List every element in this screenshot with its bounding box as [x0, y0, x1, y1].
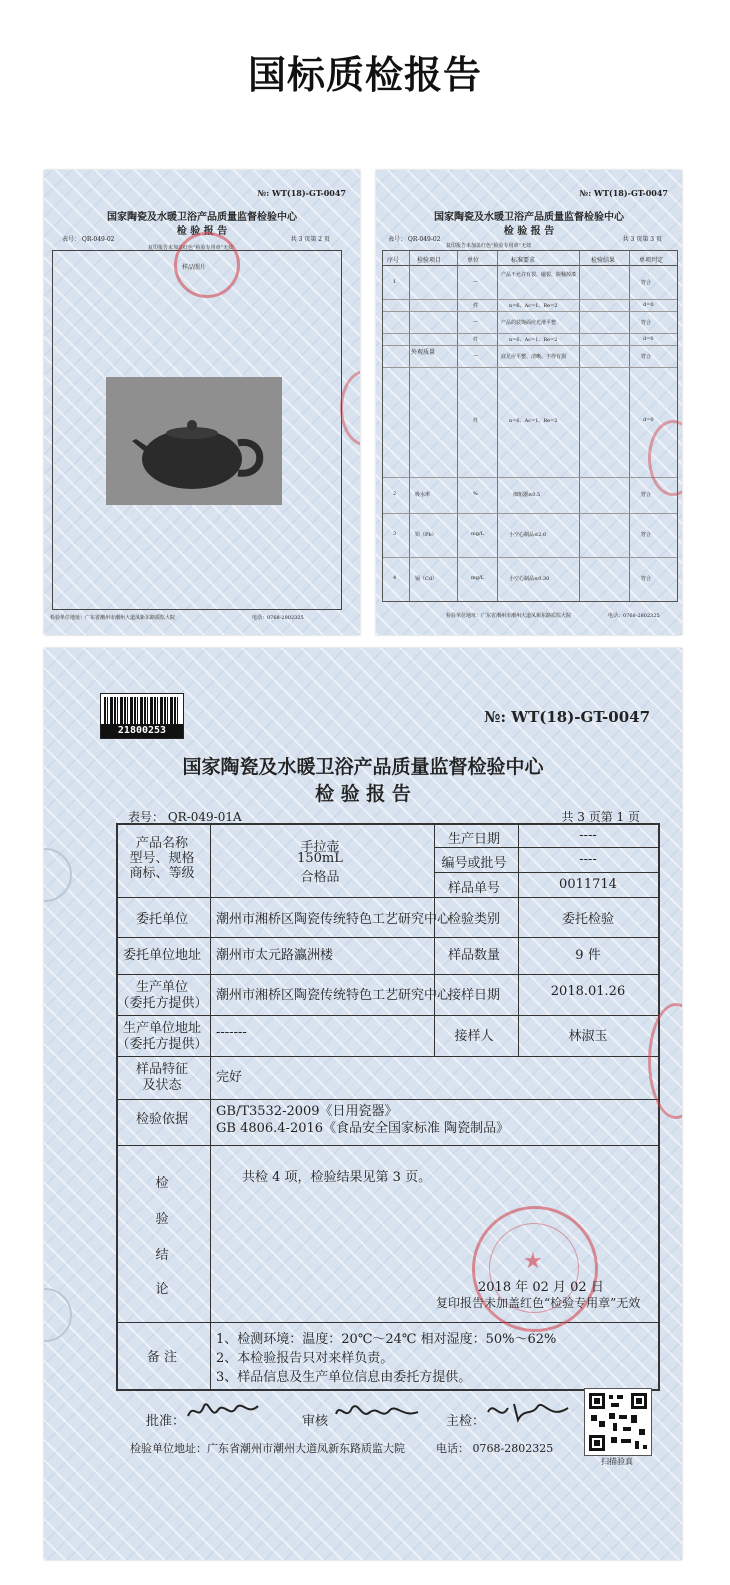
results-table [382, 250, 678, 602]
remark-1: 1、检测环境：温度：20℃～24℃ 相对湿度：50%～62% [216, 1332, 557, 1347]
conclusion-label-1: 检 [155, 1176, 169, 1191]
sample-status-label: 样品特征 [135, 1062, 188, 1077]
footer-tel: 电话： 0768-2802325 [436, 1442, 554, 1455]
table-row: 件 n=6、Ac=1、Re=2 d=0 [383, 299, 677, 312]
receive-date-value: 2018.01.26 [550, 984, 626, 999]
remark-3: 3、样品信息及生产单位信息由委托方提供。 [216, 1370, 472, 1385]
qr-caption: 扫描验真 [601, 1457, 633, 1466]
report-page-2 [44, 170, 360, 635]
product-label: 产品名称 型号、规格 商标、等级 [129, 836, 195, 881]
approver-signature [184, 1396, 264, 1426]
client-value: 潮州市湘桥区陶瓷传统特色工艺研究中心 [216, 912, 451, 927]
table-row: 4 镉（Cd） mg/L 小空心制品≤0.30 符合 [393, 575, 652, 582]
receive-date-label: 接样日期 [447, 988, 500, 1003]
chief-label: 主检： [446, 1414, 486, 1429]
remarks-label: 备 注 [146, 1350, 178, 1365]
doc-number: №: WT(18)-GT-0047 [579, 188, 668, 198]
edge-stamp [340, 370, 360, 446]
page-info: 共 3 页第 2 页 [290, 236, 330, 243]
inspection-type-label: 检验类别 [447, 912, 500, 927]
results-header: 序号 检验项目 单位 标准要求 检验结果 单项判定 [383, 251, 677, 266]
chief-signature [484, 1396, 574, 1426]
product-spec: 150mL [297, 851, 343, 866]
teapot-photo [106, 377, 282, 505]
center-name: 国家陶瓷及水暖卫浴产品质量监督检验中心 [434, 212, 624, 223]
sample-no-label: 样品单号 [447, 881, 500, 896]
report-title: 检 验 报 告 [176, 226, 228, 237]
report-page-3 [376, 170, 682, 635]
inspection-stamp [472, 1206, 598, 1332]
review-label: 审核 [302, 1414, 329, 1429]
receiver-label: 接样人 [454, 1029, 494, 1044]
conclusion-text: 共检 4 项，检验结果见第 3 页。 [242, 1170, 432, 1185]
qr-code-icon [585, 1389, 651, 1455]
report-title: 检 验 报 告 [315, 783, 411, 805]
teapot-icon [106, 377, 282, 505]
sample-qty-label: 样品数量 [447, 948, 500, 963]
doc-number: №: WT(18)-GT-0047 [257, 188, 346, 198]
page-info: 共 3 页第 3 页 [622, 236, 662, 243]
table-row: 3 铅（Pb） mg/L 小空心制品≤2.0 符合 [383, 513, 677, 558]
doc-number: №: WT(18)-GT-0047 [484, 708, 650, 726]
client-label: 委托单位 [135, 912, 188, 927]
production-date-label: 生产日期 [447, 832, 500, 847]
footer-address: 检验单位地址：广东省潮州市潮州大道凤新东路质监大院 [130, 1442, 405, 1455]
table-row: 件 n=6、Ac=1、Re=2 d=0 外观质量 [383, 367, 677, 478]
center-name: 国家陶瓷及水暖卫浴产品质量监督检验中心 [107, 212, 297, 223]
page-info: 共 3 页第 1 页 [561, 810, 640, 824]
remark-2: 2、本检验报告只对来样负责。 [216, 1351, 394, 1366]
footer-tel: 电话：0768-2802325 [608, 613, 660, 619]
producer-label: 生产单位 [135, 980, 188, 995]
sample-qty-value: 9 件 [575, 948, 601, 963]
conclusion-label-4: 论 [155, 1282, 169, 1297]
reviewer-signature [332, 1396, 422, 1426]
page-title: 国标质检报告 [247, 53, 482, 97]
producer-value: 潮州市湘桥区陶瓷传统特色工艺研究中心 [216, 988, 451, 1003]
basis-2: GB 4806.4-2016《食品安全国家标准 陶瓷制品》 [216, 1121, 510, 1136]
table-row: 件 n=6、Ac=1、Re=2 d=0 [383, 333, 677, 346]
conclusion-label-3: 结 [155, 1248, 169, 1263]
receiver-value: 林淑玉 [568, 1029, 608, 1044]
sample-status-label-2: 及状态 [142, 1078, 182, 1093]
product-name: 手拉壶 [300, 840, 340, 855]
sample-no-value: 0011714 [559, 877, 617, 892]
barcode-bars [104, 697, 180, 725]
product-grade: 合格品 [300, 870, 340, 885]
producer-label-note: （委托方提供） [116, 996, 208, 1011]
inspection-type-value: 委托检验 [561, 912, 614, 927]
copy-notice: 复印报告未加盖红色“检验专用章”无效 [446, 243, 532, 249]
basis-1: GB/T3532-2009《日用瓷器》 [216, 1104, 398, 1119]
report-page-1 [44, 648, 682, 1560]
table-row: 2 吸水率 % 细炻器≤0.5 符合 [383, 477, 677, 514]
barcode-number: 21800253 [101, 724, 183, 738]
copy-notice: 复印报告未加盖红色“检验专用章”无效 [436, 1296, 641, 1310]
production-date-value: ---- [579, 828, 597, 843]
form-number: 表号： QR-049-02 [388, 236, 441, 243]
barcode [100, 693, 184, 739]
item-appearance: 外观质量 [411, 349, 436, 356]
footer-tel: 电话：0768-2802325 [252, 615, 304, 621]
batch-value: ---- [579, 852, 597, 867]
conclusion-date: 2018 年 02 月 02 日 [478, 1280, 604, 1295]
table-row: — 底足应平整、清晰、不得有损 符合 [383, 345, 677, 368]
copy-notice: 复印报告未加盖红色“检验专用章”无效 [148, 245, 234, 251]
footer-address: 检验单位地址：广东省潮州市潮州大道凤新东路质监大院 [50, 615, 176, 621]
stamp-star-icon: ★ [523, 1249, 543, 1274]
report-title: 检 验 报 告 [503, 226, 555, 237]
sample-status-value: 完好 [216, 1070, 243, 1085]
client-address-label: 委托单位地址 [122, 948, 201, 963]
conclusion-label-2: 验 [155, 1212, 169, 1227]
client-address-value: 潮州市太元路瀛洲楼 [216, 948, 334, 963]
form-number: 表号： QR-049-01A [128, 810, 242, 824]
form-number: 表号： QR-049-02 [62, 236, 115, 243]
producer-address-label: 生产单位地址 [122, 1021, 201, 1036]
binding-hole [44, 848, 72, 902]
center-name: 国家陶瓷及水暖卫浴产品质量监督检验中心 [182, 756, 544, 778]
table-row: — 产品的装饰面应光滑平整 符合 [383, 311, 677, 334]
qr-code [584, 1388, 652, 1456]
producer-address-value: ------- [216, 1025, 247, 1040]
basis-label: 检验依据 [135, 1112, 188, 1127]
footer-address: 检验单位地址：广东省潮州市潮州大道凤新东路质监大院 [446, 613, 572, 619]
producer-address-note: （委托方提供） [116, 1037, 208, 1052]
photo-label: 样品照片 [182, 264, 207, 271]
binding-hole [44, 1288, 72, 1342]
approve-label: 批准： [146, 1414, 186, 1429]
table-row: 1 — 产品不允许有裂、磁裂、脱釉掉漆 符合 [383, 265, 677, 300]
batch-label: 编号或批号 [441, 856, 507, 871]
